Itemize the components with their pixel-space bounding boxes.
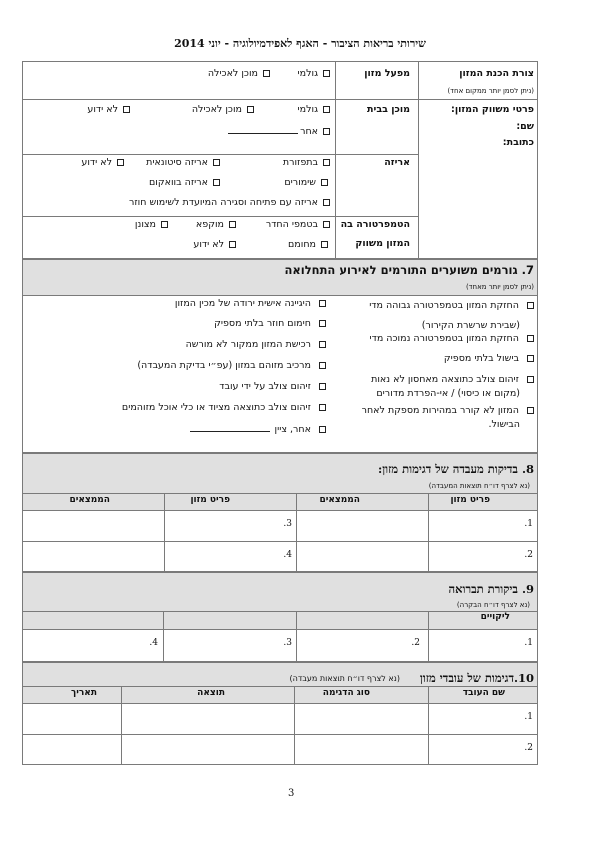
section7-note: (ניתן לסמן יותר מאחד) — [465, 283, 534, 291]
s8-col-findings-2: הממצאים — [69, 495, 110, 505]
marketer-label: פרטי משווק המזון: — [451, 104, 534, 115]
s10-col-sample-type: סוג הדגימה — [322, 688, 370, 698]
temp-option-room[interactable]: בטמפי החדר — [266, 219, 330, 230]
checkbox[interactable] — [319, 320, 326, 327]
section9-title: 9. ביקורת תברואה — [448, 582, 534, 596]
checkbox[interactable] — [263, 70, 270, 77]
s10-col-worker: שם העובד — [462, 688, 505, 698]
page-number: 3 — [288, 788, 295, 799]
checkbox[interactable] — [323, 159, 330, 166]
packaging-option-wholesale[interactable]: אריזה סיטונאית — [146, 157, 220, 168]
checkbox[interactable] — [319, 383, 326, 390]
section7-title: 7. גורמים משוערים התורמים לאירוע התחלואה — [284, 263, 534, 277]
home-option-raw[interactable]: גולמי — [298, 104, 330, 115]
home-option-ready[interactable]: מוכן לאכילה — [192, 104, 254, 115]
page-title: שירותי בריאות הציבור - האגף לאפידמיולוגיה - יוני 2014 — [174, 37, 426, 50]
s9-cell-2: .2 — [411, 638, 420, 648]
checkbox[interactable] — [161, 221, 168, 228]
s7-right-item-5[interactable]: המזון לא קורר במהירות מספקת לאחר — [362, 405, 534, 416]
marketer-name-label: שם: — [516, 121, 534, 132]
checkbox[interactable] — [319, 341, 326, 348]
s8-col-food-2: פריט מזון — [190, 495, 230, 505]
marketer-address-label: כתובת: — [502, 137, 534, 148]
packaging-label: אריזה — [384, 157, 410, 168]
checkbox[interactable] — [229, 241, 236, 248]
checkbox[interactable] — [323, 128, 330, 135]
s10-row-2: .2 — [524, 743, 533, 753]
section10-title: 10.דגימות של עובדי מזון — [419, 671, 534, 685]
s7-right-item-3[interactable]: בישול בלתי מספיק — [444, 353, 534, 364]
section8-title: 8. בדיקות מעבדה של דגימות מזון: — [377, 462, 534, 476]
packaging-option-unknown[interactable]: לא ידוע — [81, 157, 124, 168]
checkbox[interactable] — [229, 221, 236, 228]
temp-option-unknown[interactable]: לא ידוע — [193, 239, 236, 250]
factory-option-raw[interactable]: גולמי — [298, 68, 330, 79]
checkbox[interactable] — [527, 376, 534, 383]
temperature-label-line2: המזון משווק — [355, 238, 410, 249]
checkbox[interactable] — [527, 407, 534, 414]
s8-row1-num-right: .3 — [283, 519, 292, 529]
packaging-option-canned[interactable]: שימורים — [284, 177, 328, 188]
s7-right-item-1-cont: (שבירת שרשרת הקירור) — [421, 320, 520, 331]
checkbox[interactable] — [323, 70, 330, 77]
factory-label: מפעל מזון — [364, 68, 410, 79]
s7-right-item-2[interactable]: החזקת המזון בטמפרטורה נמוכה מדי — [370, 333, 534, 344]
checkbox[interactable] — [213, 179, 220, 186]
section9-note: (נא לצרף דו״ח הבקרה) — [456, 601, 530, 609]
checkbox[interactable] — [319, 362, 326, 369]
packaging-option-vacuum[interactable]: אריזה בוואקום — [149, 177, 220, 188]
temperature-label-line1: הטמפרטורה בה — [340, 219, 410, 230]
s9-header-defects: ליקויים — [480, 612, 510, 622]
s7-right-item-5-cont: הבישול. — [488, 419, 520, 430]
checkbox[interactable] — [527, 355, 534, 362]
checkbox[interactable] — [323, 221, 330, 228]
checkbox[interactable] — [213, 159, 220, 166]
s7-right-item-1[interactable]: החזקת המזון בטמפרטורה גבוהה מדי — [369, 300, 534, 311]
checkbox[interactable] — [319, 426, 326, 433]
preparation-label: צורת הכנת המזון — [459, 68, 534, 79]
s8-col-findings-1: הממצאים — [319, 495, 360, 505]
checkbox[interactable] — [319, 404, 326, 411]
s7-right-item-4[interactable]: זיהום צולב כתוצאה מאחסון לא נאות — [371, 374, 534, 385]
s8-col-food-1: פריט מזון — [450, 495, 490, 505]
s9-cell-3: .3 — [283, 638, 292, 648]
home-option-other[interactable]: אחר — [228, 125, 330, 137]
temp-option-frozen[interactable]: מוקפא — [196, 219, 236, 230]
s7-left-item-1[interactable]: היגיינה אישית ירודה של מכין המזון — [175, 298, 326, 309]
section8-note: (נא לצרף דו״ח תוצאות המעבדה) — [428, 482, 530, 490]
factory-option-ready[interactable]: מוכן לאכילה — [208, 68, 270, 79]
s10-col-date: תאריך — [71, 688, 97, 698]
packaging-option-bulk[interactable]: בתפזורת — [283, 157, 330, 168]
checkbox[interactable] — [247, 106, 254, 113]
s7-left-item-2[interactable]: חימום חוזר בלתי מספיק — [214, 318, 326, 329]
s7-left-item-3[interactable]: רכישת המזון ממקור לא מורשה — [186, 339, 326, 350]
checkbox[interactable] — [527, 302, 534, 309]
checkbox[interactable] — [123, 106, 130, 113]
s9-cell-4: .4 — [149, 638, 158, 648]
temp-option-chilled[interactable]: מצונן — [135, 219, 168, 230]
home-option-unknown[interactable]: לא ידוע — [87, 104, 130, 115]
other-input[interactable] — [228, 125, 298, 134]
s7-left-item-4[interactable]: מרכיב מזוהם במזון (עפ״י בדיקת המעבדה) — [137, 360, 326, 371]
s7-left-item-6[interactable]: זיהום צולב כתוצאה מציוד או כלי אוכל מזוהמים — [122, 402, 326, 413]
s8-row2-num-right: .4 — [283, 550, 292, 560]
home-label: מוכן בבית — [367, 104, 410, 115]
temp-option-heated[interactable]: מחומם — [288, 239, 328, 250]
other-specify-input[interactable] — [190, 423, 270, 432]
checkbox[interactable] — [323, 106, 330, 113]
s7-right-item-4-cont: (מקום או כיסוי) / אי-הפרדת מדורים — [376, 388, 520, 399]
packaging-option-reusable[interactable]: אריזה עם פתיחה וסגירה המיועדת לשימוש חוזר — [129, 197, 330, 208]
checkbox[interactable] — [323, 199, 330, 206]
checkbox[interactable] — [117, 159, 124, 166]
s7-left-item-5[interactable]: זיהום צולב על ידי עובד — [219, 381, 326, 392]
checkbox[interactable] — [527, 335, 534, 342]
section10-note: (נא לצרף דו״ח תוצאות מעבדה) — [289, 674, 400, 683]
checkbox[interactable] — [321, 179, 328, 186]
s10-row-1: .1 — [524, 712, 533, 722]
preparation-note: (ניתן לסמן יותר ממקום אחד) — [447, 87, 534, 95]
s8-row2-num-left: .2 — [524, 550, 533, 560]
checkbox[interactable] — [319, 300, 326, 307]
s9-cell-1: .1 — [524, 638, 533, 648]
checkbox[interactable] — [321, 241, 328, 248]
s8-row1-num-left: .1 — [524, 519, 533, 529]
s7-left-item-7[interactable]: אחר, ציין — [190, 423, 327, 435]
s10-col-result: תוצאה — [197, 688, 225, 698]
